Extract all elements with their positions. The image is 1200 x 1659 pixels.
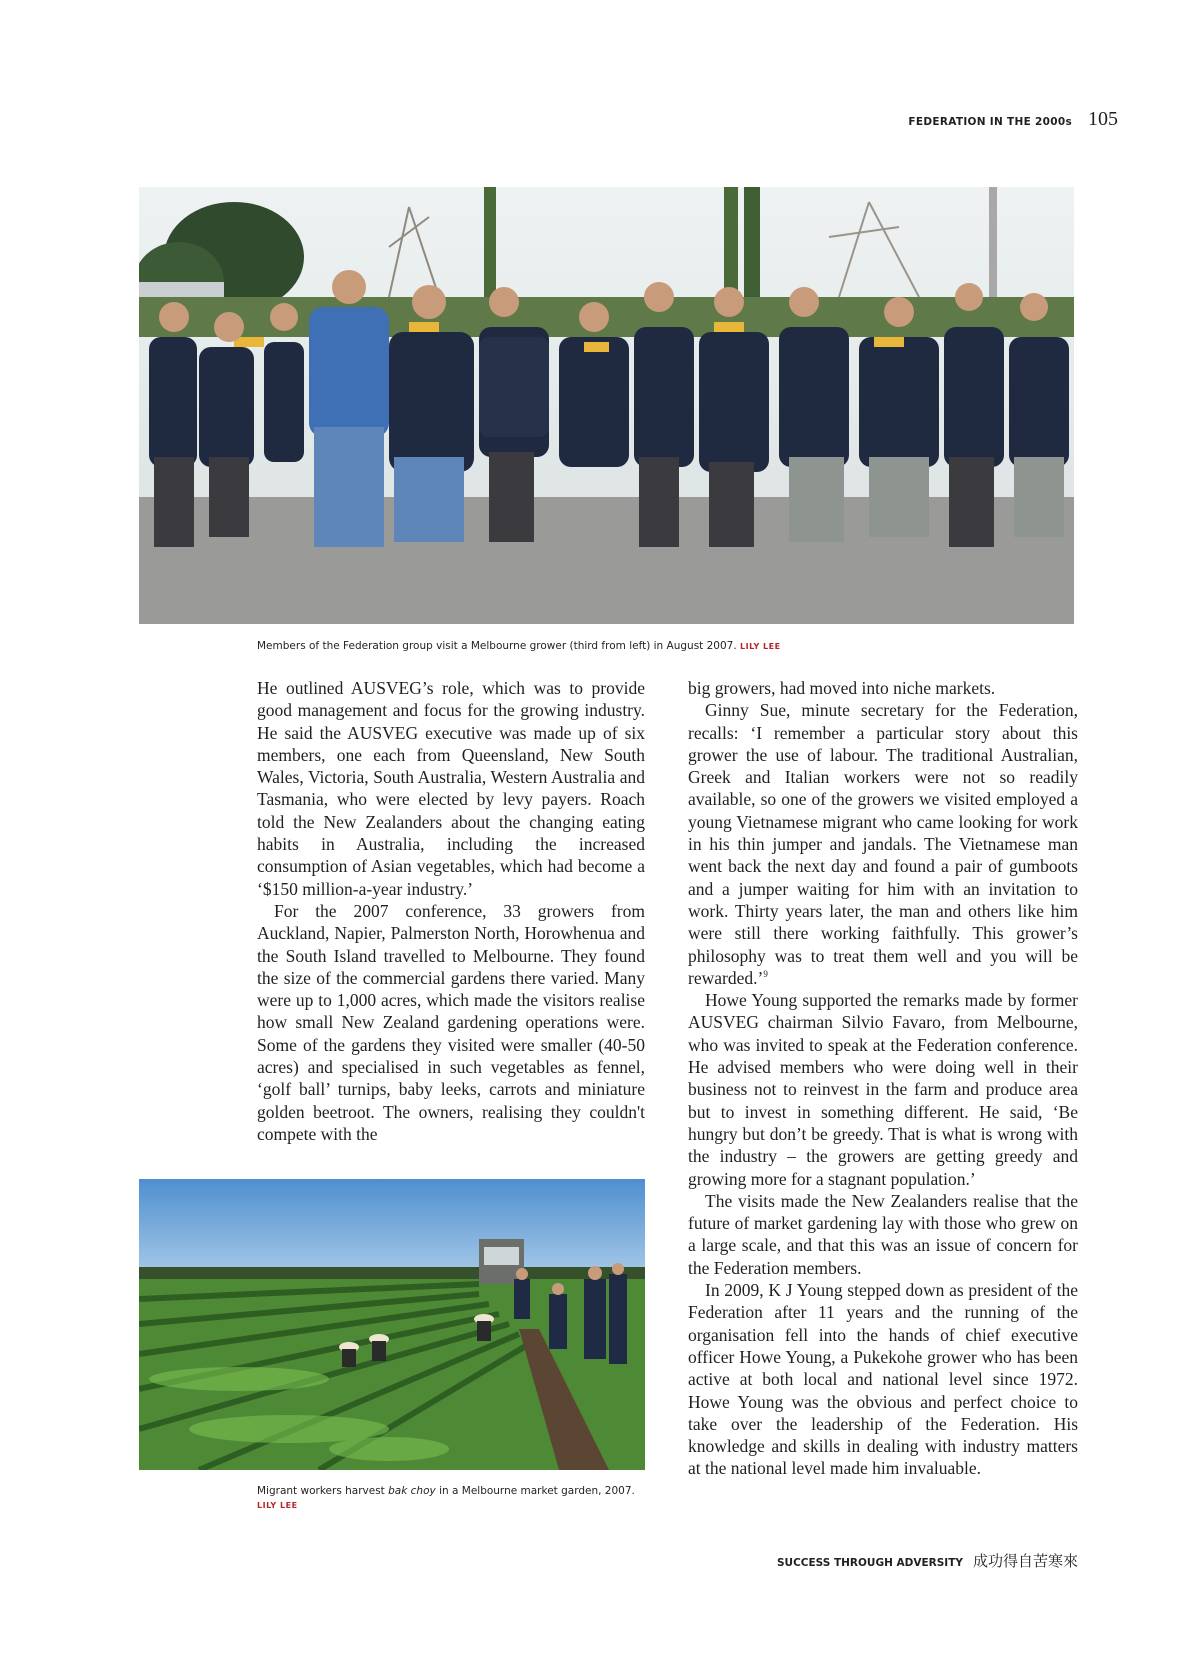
left-paragraph-1: He outlined AUSVEG’s role, which was to provide good management and focus for the growing industry. He said the AUSVEG executive was made up of six members, one each from Queensland, New South Wales, Victoria, South Australia, Western Australia and Tasmania, who were elected by levy payers. Roach told the New Zealanders about the changing eating habits in Australia, including the increased consumption of Asian vegetables, which had become a ‘$150 million-a-year industry.’ bbox=[257, 678, 645, 899]
bottom-caption-italic: bak choy bbox=[388, 1485, 436, 1497]
right-paragraph-3: The visits made the New Zealanders realise that the future of market gardening lay with those who grew on a large scale, and that this was an issue of concern for the Federation members. bbox=[688, 1190, 1078, 1278]
bottom-photo-credit: LILY LEE bbox=[257, 1501, 298, 1510]
right-continuation: big growers, had moved into niche markets. bbox=[688, 678, 996, 698]
harvest-photo bbox=[139, 1179, 645, 1470]
group-photo-illustration bbox=[139, 187, 1074, 624]
top-caption-text: Members of the Federation group visit a Melbourne grower (third from left) in August 2007. bbox=[257, 640, 737, 652]
section-label: FEDERATION IN THE 2000s bbox=[908, 116, 1072, 128]
right-paragraph-sue-text: Ginny Sue, minute secretary for the Federation, recalls: ‘I remember a particular story about this grower the use of labour. The traditional Australian, Greek and Italian workers were not so readily available, so one of the growers we visited employed a young Vietnamese migrant who came looking for work in his thin jumper and jandals. The Vietnamese man went back the next day and found a pair of gumboots and a jumper waiting for him with an invitation to work. Thirty years later, the man and others like him were still there working faithfully. This grower’s philosophy was to treat them well and you will be rewarded.’ bbox=[688, 700, 1078, 988]
right-paragraph-sue bbox=[688, 699, 1078, 989]
bottom-photo-caption bbox=[257, 1484, 657, 1513]
bottom-caption-after: in a Melbourne market garden, 2007. bbox=[435, 1485, 635, 1497]
footnote-ref: 9 bbox=[763, 969, 768, 980]
page-number: 105 bbox=[1088, 108, 1118, 130]
right-column bbox=[688, 677, 1078, 1480]
footer-book-title: SUCCESS THROUGH ADVERSITY bbox=[776, 1557, 963, 1569]
page-footer bbox=[777, 1550, 1078, 1571]
harvest-photo-illustration bbox=[139, 1179, 645, 1470]
top-photo-caption bbox=[257, 639, 817, 654]
footer-chinese-title: 成功得自苦寒來 bbox=[972, 1552, 1078, 1570]
bottom-caption-before: Migrant workers harvest bbox=[257, 1485, 389, 1497]
top-photo-credit: LILY LEE bbox=[740, 642, 781, 651]
right-paragraph-4: In 2009, K J Young stepped down as president of the Federation after 11 years and the running of the organisation fell into the hands of chief executive officer Howe Young, a Pukekohe grower who has been active at both local and national level since 1972. Howe Young was the obvious and perfect choice to take over the leadership of the Federation. His knowledge and skills in dealing with industry matters at the national level made him invaluable. bbox=[688, 1280, 1078, 1479]
group-photo bbox=[139, 187, 1074, 624]
right-paragraph-2: Howe Young supported the remarks made by former AUSVEG chairman Silvio Favaro, from Melbourne, who was invited to speak at the Federation conference. He advised members who were doing well in their business not to reinvest in the farm and produce area but to invest in something different. He said, ‘Be hungry but don’t be greedy. That is what is wrong with the industry – the growers are getting greedy and growing more for a stagnant population.’ bbox=[688, 990, 1078, 1189]
left-column bbox=[257, 677, 645, 1145]
running-head bbox=[908, 108, 1118, 131]
left-paragraph-2: For the 2007 conference, 33 growers from Auckland, Napier, Palmerston North, Horowhenua and the South Island travelled to Melbourne. They found the size of the commercial gardens there varied. Many were up to 1,000 acres, which made the visitors realise how small New Zealand gardening operations were. Some of the gardens they visited were smaller (40-50 acres) and specialised in such vegetables as fennel, ‘golf ball’ turnips, baby leeks, carrots and miniature golden beetroot. The owners, realising they couldn't compete with the bbox=[257, 900, 645, 1144]
